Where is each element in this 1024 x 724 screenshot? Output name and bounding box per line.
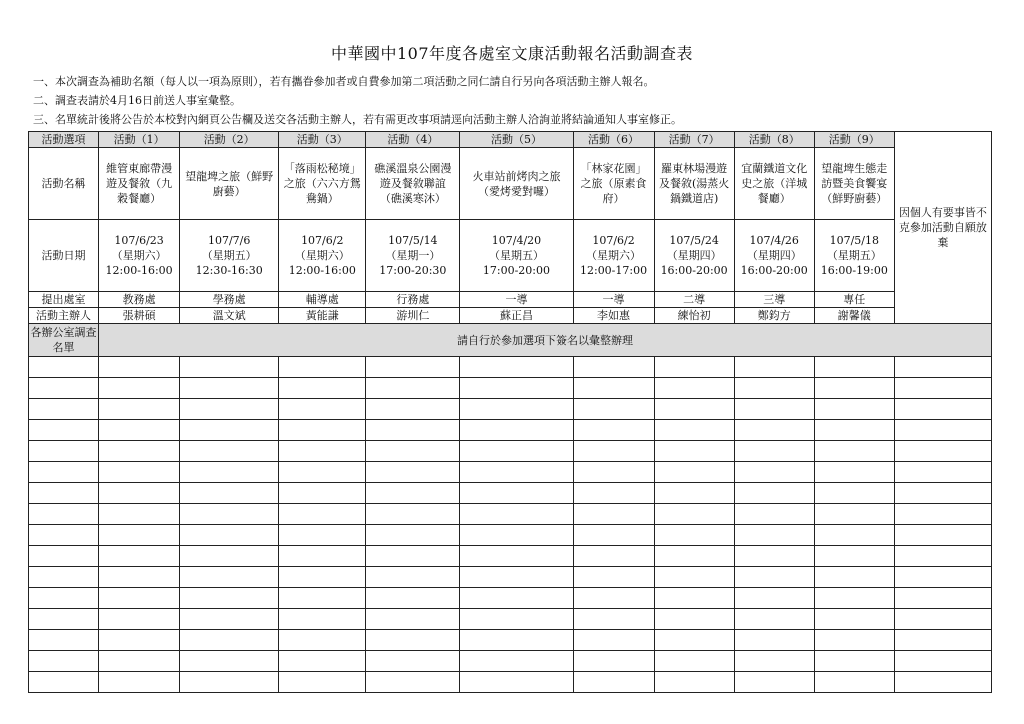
host-cell: 練怡初 bbox=[654, 308, 734, 324]
signature-cell[interactable] bbox=[894, 357, 991, 378]
office-cell: 專任 bbox=[814, 292, 894, 308]
signature-cell[interactable] bbox=[814, 567, 894, 588]
signature-cell[interactable] bbox=[654, 651, 734, 672]
signature-cell[interactable] bbox=[366, 399, 460, 420]
activity-date: 107/6/2 bbox=[592, 234, 635, 247]
signature-cell[interactable] bbox=[814, 399, 894, 420]
signature-row bbox=[29, 357, 992, 378]
signature-row bbox=[29, 462, 992, 483]
signature-cell[interactable] bbox=[734, 399, 814, 420]
signature-cell[interactable] bbox=[460, 483, 573, 504]
signature-cell[interactable] bbox=[99, 546, 180, 567]
waiver-text: 因個人有要事皆不克參加活動自願放棄 bbox=[898, 206, 987, 249]
activity-date-cell bbox=[573, 220, 654, 292]
signature-cell[interactable] bbox=[734, 567, 814, 588]
office-name-cell[interactable] bbox=[29, 357, 99, 378]
signature-cell[interactable] bbox=[894, 546, 991, 567]
office-name-cell[interactable] bbox=[29, 483, 99, 504]
activity-name: 望龍埤之旅（鮮野廚藝） bbox=[185, 169, 274, 198]
activity-date-cell bbox=[366, 220, 460, 292]
signature-cell[interactable] bbox=[654, 357, 734, 378]
signature-cell[interactable] bbox=[460, 588, 573, 609]
office-cell: 二導 bbox=[654, 292, 734, 308]
signature-cell[interactable] bbox=[279, 672, 366, 693]
signature-row bbox=[29, 567, 992, 588]
signature-cell[interactable] bbox=[99, 378, 180, 399]
signature-cell[interactable] bbox=[573, 504, 654, 525]
signature-cell[interactable] bbox=[814, 441, 894, 462]
signature-cell[interactable] bbox=[180, 378, 279, 399]
signature-cell[interactable] bbox=[654, 504, 734, 525]
signature-cell[interactable] bbox=[460, 609, 573, 630]
option-cell: 活動（4） bbox=[366, 132, 460, 148]
signature-cell[interactable] bbox=[99, 399, 180, 420]
office-cell: 一導 bbox=[573, 292, 654, 308]
signature-cell[interactable] bbox=[366, 567, 460, 588]
signature-cell[interactable] bbox=[573, 525, 654, 546]
activity-weekday: （星期六） bbox=[586, 249, 642, 262]
signature-cell[interactable] bbox=[894, 504, 991, 525]
office-cell: 行務處 bbox=[366, 292, 460, 308]
signature-cell[interactable] bbox=[99, 609, 180, 630]
activity-name-cell bbox=[654, 148, 734, 220]
signature-cell[interactable] bbox=[180, 651, 279, 672]
office-name-cell[interactable] bbox=[29, 546, 99, 567]
page-title: 中華國中107年度各處室文康活動報名活動調查表 bbox=[330, 44, 694, 63]
host-cell: 蘇正昌 bbox=[460, 308, 573, 324]
option-cell: 活動（1） bbox=[99, 132, 180, 148]
activity-date-cell bbox=[654, 220, 734, 292]
signature-cell[interactable] bbox=[279, 588, 366, 609]
activity-weekday: （星期四） bbox=[746, 249, 802, 262]
signature-cell[interactable] bbox=[366, 483, 460, 504]
option-cell: 活動（6） bbox=[573, 132, 654, 148]
row-date bbox=[29, 220, 992, 292]
signature-cell[interactable] bbox=[366, 357, 460, 378]
signature-cell[interactable] bbox=[814, 378, 894, 399]
activity-name: 維管東廊帶漫遊及餐敘（九穀餐廳） bbox=[106, 162, 173, 205]
option-cell: 活動（9） bbox=[814, 132, 894, 148]
signature-row bbox=[29, 483, 992, 504]
office-name-cell[interactable] bbox=[29, 588, 99, 609]
office-name-cell[interactable] bbox=[29, 441, 99, 462]
signature-cell[interactable] bbox=[573, 546, 654, 567]
office-name-cell[interactable] bbox=[29, 462, 99, 483]
signature-cell[interactable] bbox=[180, 609, 279, 630]
signature-cell[interactable] bbox=[180, 483, 279, 504]
activity-weekday: （星期五） bbox=[826, 249, 882, 262]
signature-row bbox=[29, 546, 992, 567]
signature-cell[interactable] bbox=[279, 378, 366, 399]
host-cell: 李如惠 bbox=[573, 308, 654, 324]
activity-date: 107/4/26 bbox=[749, 234, 799, 247]
signature-cell[interactable] bbox=[654, 420, 734, 441]
row-name bbox=[29, 148, 992, 220]
signature-cell[interactable] bbox=[279, 525, 366, 546]
signature-cell[interactable] bbox=[366, 378, 460, 399]
activity-time: 17:00-20:30 bbox=[379, 264, 447, 277]
signature-row bbox=[29, 651, 992, 672]
activity-time: 12:00-16:00 bbox=[105, 264, 173, 277]
signature-cell[interactable] bbox=[180, 525, 279, 546]
office-cell: 三導 bbox=[734, 292, 814, 308]
signature-cell[interactable] bbox=[460, 462, 573, 483]
office-cell: 學務處 bbox=[180, 292, 279, 308]
signature-rows bbox=[29, 357, 992, 693]
option-cell: 活動（8） bbox=[734, 132, 814, 148]
signature-cell[interactable] bbox=[734, 441, 814, 462]
signature-cell[interactable] bbox=[279, 609, 366, 630]
signature-cell[interactable] bbox=[814, 630, 894, 651]
activity-time: 16:00-20:00 bbox=[740, 264, 808, 277]
signature-cell[interactable] bbox=[279, 357, 366, 378]
signature-cell[interactable] bbox=[460, 504, 573, 525]
signature-cell[interactable] bbox=[180, 672, 279, 693]
signature-cell[interactable] bbox=[180, 588, 279, 609]
signature-cell[interactable] bbox=[460, 357, 573, 378]
signature-cell[interactable] bbox=[573, 588, 654, 609]
host-cell: 鄭鈞方 bbox=[734, 308, 814, 324]
signature-cell[interactable] bbox=[894, 462, 991, 483]
activity-name: 礁溪溫泉公園漫遊及餐敘聯誼（礁溪寒沐） bbox=[374, 162, 452, 205]
host-cell: 張耕碩 bbox=[99, 308, 180, 324]
activity-name: 「林家花園」之旅（原素食府） bbox=[580, 162, 647, 205]
signature-cell[interactable] bbox=[734, 546, 814, 567]
activity-weekday: （星期六） bbox=[294, 249, 350, 262]
office-name-cell[interactable] bbox=[29, 630, 99, 651]
signature-cell[interactable] bbox=[180, 630, 279, 651]
signature-cell[interactable] bbox=[734, 525, 814, 546]
signature-cell[interactable] bbox=[654, 399, 734, 420]
signature-cell[interactable] bbox=[99, 567, 180, 588]
signature-cell[interactable] bbox=[654, 483, 734, 504]
activity-name: 宜蘭鐵道文化史之旅（洋城餐廳） bbox=[741, 162, 808, 205]
signature-cell[interactable] bbox=[894, 588, 991, 609]
host-cell: 游圳仁 bbox=[366, 308, 460, 324]
signature-cell[interactable] bbox=[654, 525, 734, 546]
signature-cell[interactable] bbox=[894, 672, 991, 693]
signature-cell[interactable] bbox=[734, 483, 814, 504]
office-cell: 教務處 bbox=[99, 292, 180, 308]
signature-cell[interactable] bbox=[366, 546, 460, 567]
signature-cell[interactable] bbox=[460, 630, 573, 651]
row-label-survey: 各辦公室調查名單 bbox=[29, 324, 99, 357]
waiver-cell[interactable] bbox=[894, 132, 991, 324]
activity-weekday: （星期五） bbox=[201, 249, 257, 262]
signature-cell[interactable] bbox=[99, 630, 180, 651]
signature-cell[interactable] bbox=[654, 546, 734, 567]
signature-cell[interactable] bbox=[366, 441, 460, 462]
signature-cell[interactable] bbox=[814, 525, 894, 546]
signature-cell[interactable] bbox=[654, 378, 734, 399]
signature-cell[interactable] bbox=[180, 462, 279, 483]
signature-cell[interactable] bbox=[99, 462, 180, 483]
activity-name: 火車站前烤肉之旅（愛烤愛對囉） bbox=[472, 169, 561, 198]
signature-cell[interactable] bbox=[180, 399, 279, 420]
signature-cell[interactable] bbox=[99, 483, 180, 504]
signature-cell[interactable] bbox=[654, 588, 734, 609]
signature-cell[interactable] bbox=[573, 567, 654, 588]
host-cell: 溫文斌 bbox=[180, 308, 279, 324]
signature-cell[interactable] bbox=[460, 441, 573, 462]
signature-cell[interactable] bbox=[814, 672, 894, 693]
option-cell: 活動（2） bbox=[180, 132, 279, 148]
activity-date: 107/5/14 bbox=[388, 234, 438, 247]
signature-cell[interactable] bbox=[366, 462, 460, 483]
office-name-cell[interactable] bbox=[29, 525, 99, 546]
signature-cell[interactable] bbox=[734, 609, 814, 630]
signature-cell[interactable] bbox=[366, 420, 460, 441]
activity-date: 107/6/23 bbox=[114, 234, 164, 247]
signature-cell[interactable] bbox=[573, 357, 654, 378]
note-2: 二、調查表請於4月16日前送人事室彙整。 bbox=[33, 94, 241, 107]
signature-cell[interactable] bbox=[99, 420, 180, 441]
signature-cell[interactable] bbox=[279, 567, 366, 588]
signature-cell[interactable] bbox=[573, 483, 654, 504]
signature-cell[interactable] bbox=[734, 588, 814, 609]
signature-row bbox=[29, 378, 992, 399]
signature-cell[interactable] bbox=[460, 546, 573, 567]
signature-cell[interactable] bbox=[460, 672, 573, 693]
signature-cell[interactable] bbox=[894, 399, 991, 420]
office-name-cell[interactable] bbox=[29, 609, 99, 630]
signature-cell[interactable] bbox=[279, 441, 366, 462]
signature-cell[interactable] bbox=[734, 462, 814, 483]
signature-cell[interactable] bbox=[99, 651, 180, 672]
signature-cell[interactable] bbox=[894, 567, 991, 588]
signature-cell[interactable] bbox=[366, 525, 460, 546]
signature-cell[interactable] bbox=[814, 651, 894, 672]
row-survey bbox=[29, 324, 992, 357]
signature-cell[interactable] bbox=[654, 609, 734, 630]
signature-cell[interactable] bbox=[366, 588, 460, 609]
signature-row bbox=[29, 672, 992, 693]
activity-weekday: （星期一） bbox=[385, 249, 441, 262]
activity-date: 107/4/20 bbox=[491, 234, 542, 247]
activity-date: 107/6/2 bbox=[301, 234, 344, 247]
signature-cell[interactable] bbox=[894, 651, 991, 672]
signature-row bbox=[29, 588, 992, 609]
survey-instruction: 請自行於參加選項下簽名以彙整辦理 bbox=[99, 324, 992, 357]
activity-date-cell bbox=[279, 220, 366, 292]
signature-cell[interactable] bbox=[654, 462, 734, 483]
signature-cell[interactable] bbox=[460, 525, 573, 546]
activity-name-cell bbox=[814, 148, 894, 220]
activity-time: 16:00-20:00 bbox=[660, 264, 728, 277]
signature-cell[interactable] bbox=[366, 630, 460, 651]
activity-name-cell bbox=[99, 148, 180, 220]
signature-cell[interactable] bbox=[180, 420, 279, 441]
signature-cell[interactable] bbox=[180, 441, 279, 462]
signature-cell[interactable] bbox=[279, 420, 366, 441]
signature-row bbox=[29, 399, 992, 420]
activity-time: 12:30-16:30 bbox=[195, 264, 263, 277]
signature-row bbox=[29, 609, 992, 630]
activity-weekday: （星期五） bbox=[488, 249, 544, 262]
signature-cell[interactable] bbox=[180, 357, 279, 378]
signature-cell[interactable] bbox=[894, 630, 991, 651]
signature-row bbox=[29, 441, 992, 462]
activity-name: 羅東林場漫遊及餐敘(湯蒸火鍋鐵道店) bbox=[658, 162, 730, 205]
instruction-notes bbox=[33, 72, 682, 129]
signature-cell[interactable] bbox=[734, 504, 814, 525]
office-cell: 一導 bbox=[460, 292, 573, 308]
signature-cell[interactable] bbox=[573, 399, 654, 420]
signature-cell[interactable] bbox=[573, 672, 654, 693]
signature-cell[interactable] bbox=[734, 651, 814, 672]
signature-cell[interactable] bbox=[573, 609, 654, 630]
option-cell: 活動（7） bbox=[654, 132, 734, 148]
row-office bbox=[29, 292, 992, 308]
signature-cell[interactable] bbox=[814, 504, 894, 525]
signature-cell[interactable] bbox=[894, 420, 991, 441]
signature-cell[interactable] bbox=[99, 672, 180, 693]
signature-cell[interactable] bbox=[99, 357, 180, 378]
activity-name-cell bbox=[279, 148, 366, 220]
signature-cell[interactable] bbox=[99, 441, 180, 462]
row-label-date: 活動日期 bbox=[29, 220, 99, 292]
activity-name-cell bbox=[180, 148, 279, 220]
signature-row bbox=[29, 630, 992, 651]
signature-cell[interactable] bbox=[460, 378, 573, 399]
activity-date-cell bbox=[734, 220, 814, 292]
activity-time: 12:00-16:00 bbox=[288, 264, 356, 277]
signature-cell[interactable] bbox=[99, 588, 180, 609]
option-cell: 活動（3） bbox=[279, 132, 366, 148]
signature-cell[interactable] bbox=[573, 441, 654, 462]
signature-cell[interactable] bbox=[734, 672, 814, 693]
note-3: 三、名單統計後將公告於本校對內網頁公告欄及送交各活動主辦人，若有需更改事項請逕向活動主辦人洽詢並將結論通知人事室修正。 bbox=[33, 113, 682, 126]
signature-cell[interactable] bbox=[814, 546, 894, 567]
host-cell: 謝馨儀 bbox=[814, 308, 894, 324]
signature-cell[interactable] bbox=[894, 609, 991, 630]
signature-cell[interactable] bbox=[279, 651, 366, 672]
signature-row bbox=[29, 420, 992, 441]
signature-cell[interactable] bbox=[814, 357, 894, 378]
activity-time: 17:00-20:00 bbox=[482, 264, 551, 277]
signature-cell[interactable] bbox=[894, 483, 991, 504]
signature-cell[interactable] bbox=[460, 399, 573, 420]
signature-cell[interactable] bbox=[366, 504, 460, 525]
survey-table bbox=[28, 131, 992, 693]
signature-cell[interactable] bbox=[366, 609, 460, 630]
signature-cell[interactable] bbox=[366, 651, 460, 672]
signature-cell[interactable] bbox=[814, 609, 894, 630]
signature-cell[interactable] bbox=[734, 357, 814, 378]
signature-cell[interactable] bbox=[654, 441, 734, 462]
signature-cell[interactable] bbox=[734, 630, 814, 651]
signature-cell[interactable] bbox=[814, 588, 894, 609]
office-cell: 輔導處 bbox=[279, 292, 366, 308]
signature-row bbox=[29, 504, 992, 525]
row-host bbox=[29, 308, 992, 324]
activity-name-cell bbox=[460, 148, 573, 220]
activity-date-cell bbox=[99, 220, 180, 292]
row-option bbox=[29, 132, 992, 148]
activity-date: 107/5/18 bbox=[829, 234, 879, 247]
note-1: 一、本次調查為補助名額（每人以一項為原則），若有攜眷參加者或自費參加第二項活動之同仁請自行另向各項活動主辦人報名。 bbox=[33, 75, 655, 88]
signature-cell[interactable] bbox=[573, 462, 654, 483]
signature-cell[interactable] bbox=[99, 504, 180, 525]
activity-time: 16:00-19:00 bbox=[820, 264, 888, 277]
office-name-cell[interactable] bbox=[29, 378, 99, 399]
host-cell: 黃能謙 bbox=[279, 308, 366, 324]
signature-cell[interactable] bbox=[279, 630, 366, 651]
signature-cell[interactable] bbox=[279, 462, 366, 483]
signature-cell[interactable] bbox=[734, 378, 814, 399]
signature-cell[interactable] bbox=[279, 504, 366, 525]
office-name-cell[interactable] bbox=[29, 420, 99, 441]
signature-cell[interactable] bbox=[814, 420, 894, 441]
signature-cell[interactable] bbox=[654, 630, 734, 651]
signature-cell[interactable] bbox=[654, 567, 734, 588]
signature-cell[interactable] bbox=[573, 630, 654, 651]
activity-name-cell bbox=[734, 148, 814, 220]
activity-name-cell bbox=[573, 148, 654, 220]
signature-row bbox=[29, 525, 992, 546]
activity-date-cell bbox=[460, 220, 573, 292]
activity-name: 「落雨松秘境」之旅（六六方鴛鴦鍋） bbox=[283, 162, 361, 205]
activity-weekday: （星期六） bbox=[111, 249, 167, 262]
activity-name: 望龍埤生態走訪暨美食饗宴（鮮野廚藝） bbox=[821, 162, 888, 205]
signature-cell[interactable] bbox=[180, 546, 279, 567]
signature-cell[interactable] bbox=[573, 420, 654, 441]
signature-cell[interactable] bbox=[894, 378, 991, 399]
signature-cell[interactable] bbox=[180, 567, 279, 588]
signature-cell[interactable] bbox=[366, 672, 460, 693]
signature-cell[interactable] bbox=[460, 651, 573, 672]
signature-cell[interactable] bbox=[734, 420, 814, 441]
signature-cell[interactable] bbox=[279, 399, 366, 420]
office-name-cell[interactable] bbox=[29, 399, 99, 420]
office-name-cell[interactable] bbox=[29, 504, 99, 525]
row-label-office: 提出處室 bbox=[29, 292, 99, 308]
row-label-option: 活動選項 bbox=[29, 132, 99, 148]
activity-date: 107/5/24 bbox=[669, 234, 719, 247]
activity-date: 107/7/6 bbox=[207, 234, 251, 247]
activity-time: 12:00-17:00 bbox=[579, 264, 648, 277]
signature-cell[interactable] bbox=[279, 483, 366, 504]
signature-cell[interactable] bbox=[894, 525, 991, 546]
activity-date-cell bbox=[814, 220, 894, 292]
signature-cell[interactable] bbox=[573, 651, 654, 672]
signature-cell[interactable] bbox=[279, 546, 366, 567]
activity-name-cell bbox=[366, 148, 460, 220]
signature-cell[interactable] bbox=[814, 462, 894, 483]
signature-cell[interactable] bbox=[894, 441, 991, 462]
option-cell: 活動（5） bbox=[460, 132, 573, 148]
signature-cell[interactable] bbox=[654, 672, 734, 693]
signature-cell[interactable] bbox=[460, 420, 573, 441]
signature-cell[interactable] bbox=[460, 567, 573, 588]
signature-cell[interactable] bbox=[99, 525, 180, 546]
signature-cell[interactable] bbox=[573, 378, 654, 399]
office-name-cell[interactable] bbox=[29, 567, 99, 588]
office-name-cell[interactable] bbox=[29, 651, 99, 672]
signature-cell[interactable] bbox=[180, 504, 279, 525]
signature-cell[interactable] bbox=[814, 483, 894, 504]
row-label-host: 活動主辦人 bbox=[29, 308, 99, 324]
row-label-name: 活動名稱 bbox=[29, 148, 99, 220]
activity-weekday: （星期四） bbox=[666, 249, 722, 262]
activity-date-cell bbox=[180, 220, 279, 292]
office-name-cell[interactable] bbox=[29, 672, 99, 693]
